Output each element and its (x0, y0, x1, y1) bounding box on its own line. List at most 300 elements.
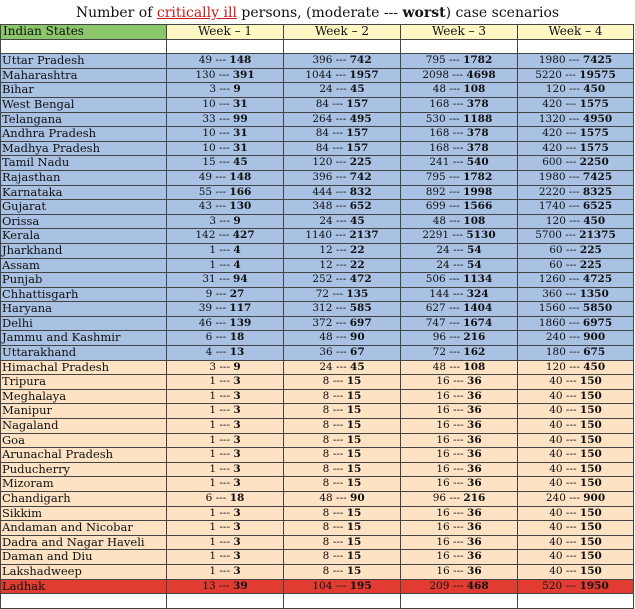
blank-cell (284, 39, 401, 54)
worst-value: 585 (349, 302, 372, 315)
worst-value: 45 (350, 83, 365, 96)
week-2-cell (284, 360, 401, 375)
moderate-value: 420 (542, 97, 563, 110)
worst-value: 150 (579, 535, 602, 548)
worst-value: 15 (346, 462, 362, 475)
moderate-value: 1560 (538, 302, 566, 315)
worst-value: 150 (579, 521, 602, 534)
worst-value: 378 (466, 97, 489, 110)
worst-value: 216 (463, 331, 486, 344)
worst-value: 135 (346, 287, 369, 300)
week-3-cell (401, 127, 518, 142)
worst-value: 150 (579, 448, 602, 461)
range-separator: --- (216, 258, 234, 271)
week-4-cell (518, 462, 634, 477)
state-name-cell: Andaman and Nicobar (1, 521, 167, 536)
moderate-value: 1740 (538, 200, 566, 213)
moderate-value: 40 (549, 506, 563, 519)
title-highlight: critically ill (156, 5, 237, 21)
range-separator: --- (562, 375, 580, 388)
week-2-cell (284, 564, 401, 579)
moderate-value: 1260 (538, 273, 566, 286)
worst-value: 99 (233, 112, 248, 125)
worst-value: 150 (579, 433, 602, 446)
worst-value: 3 (233, 462, 241, 475)
range-separator: --- (332, 68, 350, 81)
week-4-cell (518, 141, 634, 156)
worst-value: 1575 (579, 97, 609, 110)
moderate-value: 241 (429, 156, 450, 169)
moderate-value: 10 (202, 97, 216, 110)
worst-value: 9 (233, 360, 241, 373)
range-separator: --- (215, 127, 234, 140)
week-2-cell (284, 302, 401, 317)
moderate-value: 396 (312, 170, 333, 183)
week-4-cell (518, 404, 634, 419)
range-separator: --- (562, 448, 580, 461)
week-1-cell (167, 170, 284, 185)
week-4-cell (518, 200, 634, 215)
week-1-cell (167, 273, 284, 288)
moderate-value: 168 (429, 141, 450, 154)
table-body (1, 39, 634, 608)
worst-value: 36 (467, 433, 482, 446)
week-1-cell (167, 229, 284, 244)
worst-value: 450 (583, 83, 606, 96)
worst-value: 36 (467, 521, 482, 534)
range-separator: --- (212, 185, 230, 198)
table-row (1, 448, 634, 463)
range-separator: --- (332, 316, 350, 329)
week-3-cell (401, 462, 518, 477)
range-separator: --- (332, 360, 351, 373)
worst-value: 157 (346, 141, 369, 154)
moderate-value: 16 (436, 462, 450, 475)
week-1-cell (167, 389, 284, 404)
range-separator: --- (565, 112, 583, 125)
range-separator: --- (212, 316, 230, 329)
week-2-cell (284, 185, 401, 200)
range-separator: --- (329, 127, 347, 140)
state-name-cell: Lakshadweep (1, 564, 167, 579)
week-2-cell (284, 258, 401, 273)
worst-value: 3 (233, 433, 241, 446)
range-separator: --- (332, 54, 350, 67)
range-separator: --- (329, 535, 347, 548)
week-2-cell (284, 141, 401, 156)
table-row (1, 389, 634, 404)
worst-value: 540 (466, 156, 489, 169)
worst-value: 117 (229, 302, 252, 315)
range-separator: --- (212, 170, 230, 183)
moderate-value: 168 (429, 97, 450, 110)
range-separator: --- (332, 83, 351, 96)
range-separator: --- (216, 389, 234, 402)
blank-cell (518, 39, 634, 54)
table-row (1, 156, 634, 171)
state-name-cell: Delhi (1, 316, 167, 331)
worst-value: 225 (579, 243, 602, 256)
range-separator: --- (329, 564, 347, 577)
moderate-value: 3 (209, 214, 217, 227)
worst-value: 1350 (579, 287, 609, 300)
state-name-cell: Jammu and Kashmir (1, 331, 167, 346)
worst-value: 1782 (463, 54, 493, 67)
header-week-4: Week – 4 (518, 25, 634, 40)
week-2-cell (284, 287, 401, 302)
moderate-value: 40 (549, 404, 563, 417)
range-separator: --- (562, 564, 580, 577)
worst-value: 15 (346, 404, 362, 417)
week-3-cell (401, 521, 518, 536)
week-3-cell (401, 404, 518, 419)
worst-value: 2137 (349, 229, 379, 242)
moderate-value: 530 (425, 112, 446, 125)
table-row (1, 83, 634, 98)
table-row (1, 579, 634, 594)
moderate-value: 2291 (422, 229, 450, 242)
moderate-value: 24 (436, 258, 450, 271)
moderate-value: 1 (209, 521, 217, 534)
range-separator: --- (216, 360, 234, 373)
worst-value: 216 (463, 492, 486, 504)
worst-value: 15 (346, 433, 362, 446)
worst-value: 391 (232, 68, 255, 81)
range-separator: --- (445, 302, 464, 315)
worst-value: 31 (233, 141, 248, 154)
range-separator: --- (329, 287, 347, 300)
moderate-value: 1 (209, 258, 217, 271)
state-name-cell: Dadra and Nagar Haveli (1, 535, 167, 550)
moderate-value: 31 (202, 273, 216, 286)
range-separator: --- (216, 564, 234, 577)
range-separator: --- (565, 185, 583, 198)
week-1-cell (167, 579, 284, 594)
week-1-cell (167, 243, 284, 258)
blank-row (1, 594, 634, 609)
week-2-cell (284, 462, 401, 477)
moderate-value: 16 (436, 477, 450, 490)
range-separator: --- (216, 83, 234, 96)
worst-value: 18 (229, 492, 245, 504)
moderate-value: 1 (209, 550, 217, 563)
range-separator: --- (565, 200, 583, 213)
worst-value: 1566 (463, 200, 493, 213)
state-name-cell: Daman and Diu (1, 550, 167, 565)
worst-value: 324 (466, 287, 489, 300)
worst-value: 195 (349, 579, 372, 592)
worst-value: 1674 (463, 316, 493, 329)
worst-value: 15 (346, 535, 362, 548)
week-4-cell (518, 287, 634, 302)
moderate-value: 40 (549, 462, 563, 475)
state-name-cell: Mizoram (1, 477, 167, 492)
moderate-value: 8 (322, 419, 330, 432)
table-row (1, 316, 634, 331)
week-1-cell (167, 448, 284, 463)
table-row (1, 258, 634, 273)
worst-value: 36 (467, 564, 482, 577)
title-after: ) case scenarios (445, 5, 560, 21)
table-row (1, 492, 634, 507)
worst-value: 45 (233, 156, 248, 169)
week-1-cell (167, 346, 284, 361)
range-separator: --- (449, 243, 468, 256)
moderate-value: 104 (312, 579, 333, 592)
moderate-value: 9 (205, 287, 213, 300)
moderate-value: 40 (549, 535, 563, 548)
week-2-cell (284, 477, 401, 492)
blank-cell (401, 594, 518, 609)
range-separator: --- (216, 462, 234, 475)
range-separator: --- (449, 287, 467, 300)
range-separator: --- (562, 550, 580, 563)
week-4-cell (518, 477, 634, 492)
week-4-cell (518, 302, 634, 317)
moderate-value: 16 (436, 550, 450, 563)
week-3-cell (401, 273, 518, 288)
week-2-cell (284, 346, 401, 361)
week-4-cell (518, 579, 634, 594)
blank-cell (518, 594, 634, 609)
week-1-cell (167, 316, 284, 331)
week-4-cell (518, 214, 634, 229)
worst-value: 15 (346, 550, 362, 563)
moderate-value: 40 (549, 550, 563, 563)
range-separator: --- (562, 521, 580, 534)
range-separator: --- (565, 346, 584, 359)
table-title (0, 4, 635, 23)
moderate-value: 40 (549, 375, 563, 388)
worst-value: 148 (229, 170, 252, 183)
moderate-value: 49 (198, 54, 213, 67)
moderate-value: 43 (198, 200, 213, 213)
range-separator: --- (216, 477, 234, 490)
worst-value: 427 (232, 229, 255, 242)
range-separator: --- (212, 287, 230, 300)
week-1-cell (167, 185, 284, 200)
worst-value: 150 (579, 375, 602, 388)
moderate-value: 72 (432, 346, 447, 359)
range-separator: --- (216, 375, 234, 388)
week-4-cell (518, 419, 634, 434)
week-2-cell (284, 331, 401, 346)
worst-value: 9 (233, 83, 241, 96)
moderate-value: 795 (425, 170, 446, 183)
title-bold: worst (402, 5, 446, 21)
week-4-cell (518, 521, 634, 536)
range-separator: --- (449, 97, 467, 110)
moderate-value: 55 (198, 185, 213, 198)
range-separator: --- (215, 229, 233, 242)
range-separator: --- (216, 404, 234, 417)
week-2-cell (284, 83, 401, 98)
state-name-cell: Tripura (1, 375, 167, 390)
worst-value: 130 (229, 200, 252, 213)
week-1-cell (167, 112, 284, 127)
moderate-value: 1 (209, 477, 217, 490)
table-row (1, 550, 634, 565)
table-row (1, 375, 634, 390)
moderate-value: 2098 (422, 68, 450, 81)
moderate-value: 120 (545, 360, 566, 373)
week-2-cell (284, 156, 401, 171)
table-row (1, 521, 634, 536)
moderate-value: 1 (209, 375, 217, 388)
state-name-cell: Andhra Pradesh (1, 127, 167, 142)
range-separator: --- (562, 506, 580, 519)
worst-value: 54 (467, 243, 482, 256)
moderate-value: 1 (209, 419, 217, 432)
moderate-value: 40 (549, 477, 563, 490)
moderate-value: 1 (209, 404, 217, 417)
blank-cell (284, 594, 401, 609)
week-2-cell (284, 389, 401, 404)
worst-value: 166 (229, 185, 252, 198)
week-1-cell (167, 97, 284, 112)
state-name-cell: Nagaland (1, 419, 167, 434)
moderate-value: 360 (542, 287, 563, 300)
worst-value: 108 (463, 360, 486, 373)
range-separator: --- (332, 579, 350, 592)
range-separator: --- (329, 389, 347, 402)
moderate-value: 1 (209, 389, 217, 402)
worst-value: 1404 (463, 302, 493, 315)
table-row (1, 433, 634, 448)
week-4-cell (518, 97, 634, 112)
blank-cell (1, 594, 167, 609)
table-row (1, 331, 634, 346)
range-separator: --- (329, 433, 347, 446)
moderate-value: 60 (549, 258, 563, 271)
range-separator: --- (446, 492, 464, 504)
week-3-cell (401, 54, 518, 69)
worst-value: 150 (579, 462, 602, 475)
moderate-value: 396 (312, 54, 333, 67)
week-2-cell (284, 68, 401, 83)
state-name-cell: Maharashtra (1, 68, 167, 83)
week-2-cell (284, 112, 401, 127)
range-separator: --- (215, 112, 234, 125)
worst-value: 468 (466, 579, 489, 592)
table-row (1, 360, 634, 375)
moderate-value: 8 (322, 404, 330, 417)
worst-value: 15 (346, 448, 362, 461)
worst-value: 378 (466, 127, 489, 140)
range-separator: --- (449, 579, 467, 592)
range-separator: --- (565, 214, 584, 227)
worst-value: 36 (467, 389, 482, 402)
moderate-value: 8 (322, 535, 330, 548)
range-separator: --- (449, 477, 468, 490)
week-3-cell (401, 200, 518, 215)
range-separator: --- (561, 229, 580, 242)
week-1-cell (167, 404, 284, 419)
week-3-cell (401, 331, 518, 346)
worst-value: 2250 (579, 156, 609, 169)
week-4-cell (518, 54, 634, 69)
worst-value: 5850 (582, 302, 613, 315)
range-separator: --- (446, 83, 464, 96)
worst-value: 450 (583, 360, 606, 373)
worst-value: 67 (350, 346, 365, 359)
range-separator: --- (216, 521, 234, 534)
worst-value: 36 (467, 506, 482, 519)
moderate-value: 15 (202, 156, 216, 169)
state-name-cell: Tamil Nadu (1, 156, 167, 171)
moderate-value: 1 (209, 564, 217, 577)
range-separator: --- (332, 302, 350, 315)
moderate-value: 5220 (535, 68, 562, 81)
worst-value: 3 (233, 419, 241, 432)
moderate-value: 8 (322, 521, 330, 534)
week-3-cell (401, 419, 518, 434)
table-row (1, 141, 634, 156)
moderate-value: 2220 (538, 185, 566, 198)
range-separator: --- (216, 419, 234, 432)
range-separator: --- (332, 214, 351, 227)
moderate-value: 8 (322, 389, 330, 402)
range-separator: --- (332, 185, 350, 198)
range-separator: --- (449, 389, 468, 402)
blank-cell (167, 594, 284, 609)
worst-value: 36 (467, 448, 482, 461)
range-separator: --- (449, 462, 468, 475)
header-states: Indian States (1, 25, 167, 40)
week-2-cell (284, 521, 401, 536)
table-row (1, 302, 634, 317)
state-name-cell: Uttarakhand (1, 346, 167, 361)
range-separator: --- (449, 141, 467, 154)
week-2-cell (284, 579, 401, 594)
range-separator: --- (562, 462, 580, 475)
worst-value: 13 (229, 346, 245, 359)
moderate-value: 120 (545, 83, 566, 96)
week-1-cell (167, 258, 284, 273)
worst-value: 378 (466, 141, 489, 154)
week-3-cell (401, 156, 518, 171)
worst-value: 495 (349, 112, 372, 125)
worst-value: 150 (579, 506, 602, 519)
table-row (1, 229, 634, 244)
worst-value: 450 (583, 214, 606, 227)
week-2-cell (284, 492, 401, 507)
moderate-value: 40 (549, 521, 563, 534)
moderate-value: 506 (425, 273, 446, 286)
table-row (1, 243, 634, 258)
moderate-value: 24 (319, 214, 333, 227)
range-separator: --- (446, 331, 464, 344)
week-4-cell (518, 273, 634, 288)
range-separator: --- (332, 156, 350, 169)
moderate-value: 8 (322, 375, 330, 388)
worst-value: 36 (467, 550, 482, 563)
week-2-cell (284, 506, 401, 521)
week-4-cell (518, 229, 634, 244)
range-separator: --- (216, 243, 234, 256)
moderate-value: 130 (195, 68, 216, 81)
blank-cell (401, 39, 518, 54)
week-1-cell (167, 521, 284, 536)
week-2-cell (284, 200, 401, 215)
moderate-value: 46 (198, 316, 213, 329)
range-separator: --- (449, 564, 468, 577)
range-separator: --- (565, 273, 583, 286)
range-separator: --- (562, 156, 580, 169)
range-separator: --- (332, 200, 350, 213)
table-row (1, 477, 634, 492)
moderate-value: 3 (209, 83, 217, 96)
